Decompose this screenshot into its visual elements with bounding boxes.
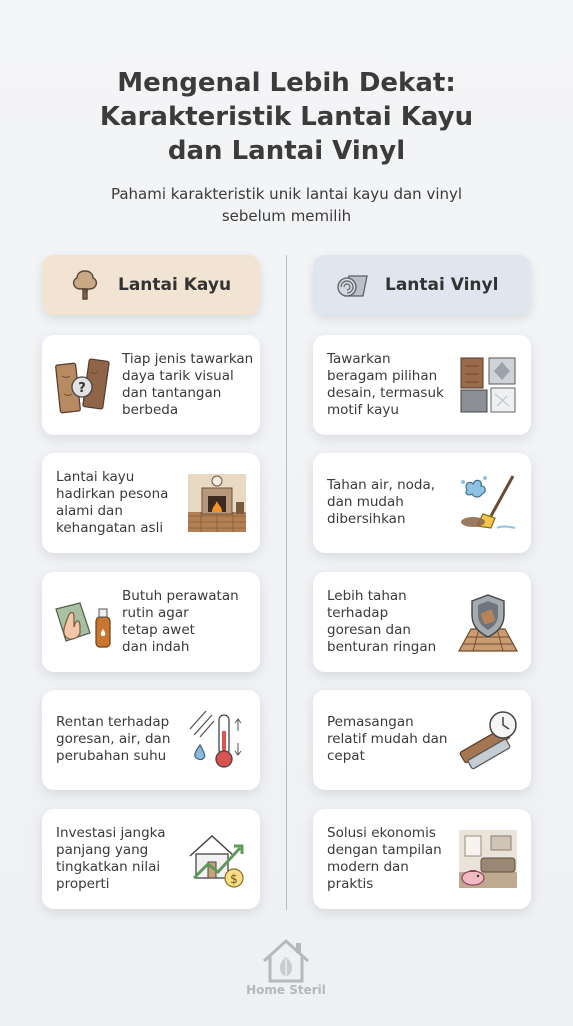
card-line: motif kayu <box>327 402 399 418</box>
card-kayu-3 <box>42 572 260 672</box>
card-line: daya tarik visual <box>122 368 234 384</box>
card-text <box>327 825 459 893</box>
card-text <box>327 351 459 419</box>
header-lantai-vinyl <box>313 255 531 315</box>
card-text <box>122 588 254 656</box>
title-line: dan Lantai Vinyl <box>167 136 406 166</box>
brand-logo <box>236 937 336 997</box>
card-kayu-1 <box>42 335 260 435</box>
card-line: modern dan <box>327 859 409 875</box>
card-line: praktis <box>327 876 374 892</box>
header-lantai-kayu <box>42 255 260 315</box>
design-swatches-icon <box>457 354 519 416</box>
card-line: Solusi ekonomis <box>327 825 436 841</box>
card-vinyl-4 <box>313 690 531 790</box>
page-subtitle <box>60 183 513 227</box>
svg-text:?: ? <box>78 381 86 396</box>
fireplace-room-icon <box>186 472 248 534</box>
page-title <box>0 66 573 168</box>
card-line: Rentan terhadap <box>56 714 170 730</box>
card-line: panjang yang <box>56 842 149 858</box>
card-text <box>327 714 459 765</box>
card-line: goresan dan <box>327 622 411 638</box>
plank-clock-icon <box>457 709 519 771</box>
card-text <box>56 469 188 537</box>
card-kayu-5 <box>42 809 260 909</box>
card-line: cepat <box>327 748 365 764</box>
tree-icon <box>68 268 102 302</box>
card-line: Butuh perawatan <box>122 588 239 604</box>
card-line: tingkatkan nilai <box>56 859 161 875</box>
card-line: alami dan <box>56 503 123 519</box>
card-line: Tiap jenis tawarkan <box>122 351 254 367</box>
card-line: tetap awet <box>122 622 195 638</box>
card-text <box>56 825 188 893</box>
card-text <box>327 588 459 656</box>
card-line: desain, termasuk <box>327 385 444 401</box>
card-line: kehangatan asli <box>56 520 164 536</box>
card-line: properti <box>56 876 110 892</box>
card-line: Lantai kayu <box>56 469 135 485</box>
card-vinyl-5 <box>313 809 531 909</box>
mop-splash-icon <box>457 472 519 534</box>
column-divider <box>286 255 287 910</box>
subtitle-line: sebelum memilih <box>221 207 352 225</box>
card-vinyl-2 <box>313 453 531 553</box>
card-line: dan indah <box>122 639 190 655</box>
card-line: dan tantangan <box>122 385 222 401</box>
card-text <box>122 351 254 419</box>
house-growth-icon <box>186 828 248 890</box>
card-line: Investasi jangka <box>56 825 166 841</box>
card-line: perubahan suhu <box>56 748 167 764</box>
vinyl-roll-icon <box>335 268 369 302</box>
shield-floor-icon <box>457 591 519 653</box>
card-line: Tahan air, noda, <box>327 477 436 493</box>
card-line: Pemasangan <box>327 714 414 730</box>
card-line: beragam pilihan <box>327 368 438 384</box>
card-vinyl-1 <box>313 335 531 435</box>
card-line: terhadap <box>327 605 389 621</box>
card-text <box>327 477 459 528</box>
card-line: relatif mudah dan <box>327 731 448 747</box>
water-thermometer-icon <box>186 709 248 771</box>
title-line: Mengenal Lebih Dekat: <box>117 68 456 98</box>
subtitle-line: Pahami karakteristik unik lantai kayu dan vinyl <box>110 185 463 203</box>
card-line: hadirkan pesona <box>56 486 169 502</box>
cleaning-cloth-bottle-icon <box>52 591 114 653</box>
house-leaf-logo-icon <box>260 937 312 985</box>
card-line: rutin agar <box>122 605 189 621</box>
card-line: dan mudah <box>327 494 404 510</box>
brand-name: Home Steril <box>246 983 326 997</box>
card-line: dengan tampilan <box>327 842 442 858</box>
card-kayu-2 <box>42 453 260 553</box>
card-text <box>56 714 188 765</box>
card-line: dibersihkan <box>327 511 406 527</box>
card-line: berbeda <box>122 402 179 418</box>
card-vinyl-3 <box>313 572 531 672</box>
card-line: goresan, air, dan <box>56 731 171 747</box>
living-room-piggy-icon <box>457 828 519 890</box>
card-line: Lebih tahan <box>327 588 407 604</box>
card-line: benturan ringan <box>327 639 437 655</box>
title-line: Karakteristik Lantai Kayu <box>99 102 474 132</box>
card-kayu-4 <box>42 690 260 790</box>
wood-planks-question-icon <box>52 354 114 416</box>
svg-text:$: $ <box>230 872 238 886</box>
card-line: Tawarkan <box>327 351 391 367</box>
header-label: Lantai Kayu <box>118 275 232 295</box>
header-label: Lantai Vinyl <box>385 275 499 295</box>
